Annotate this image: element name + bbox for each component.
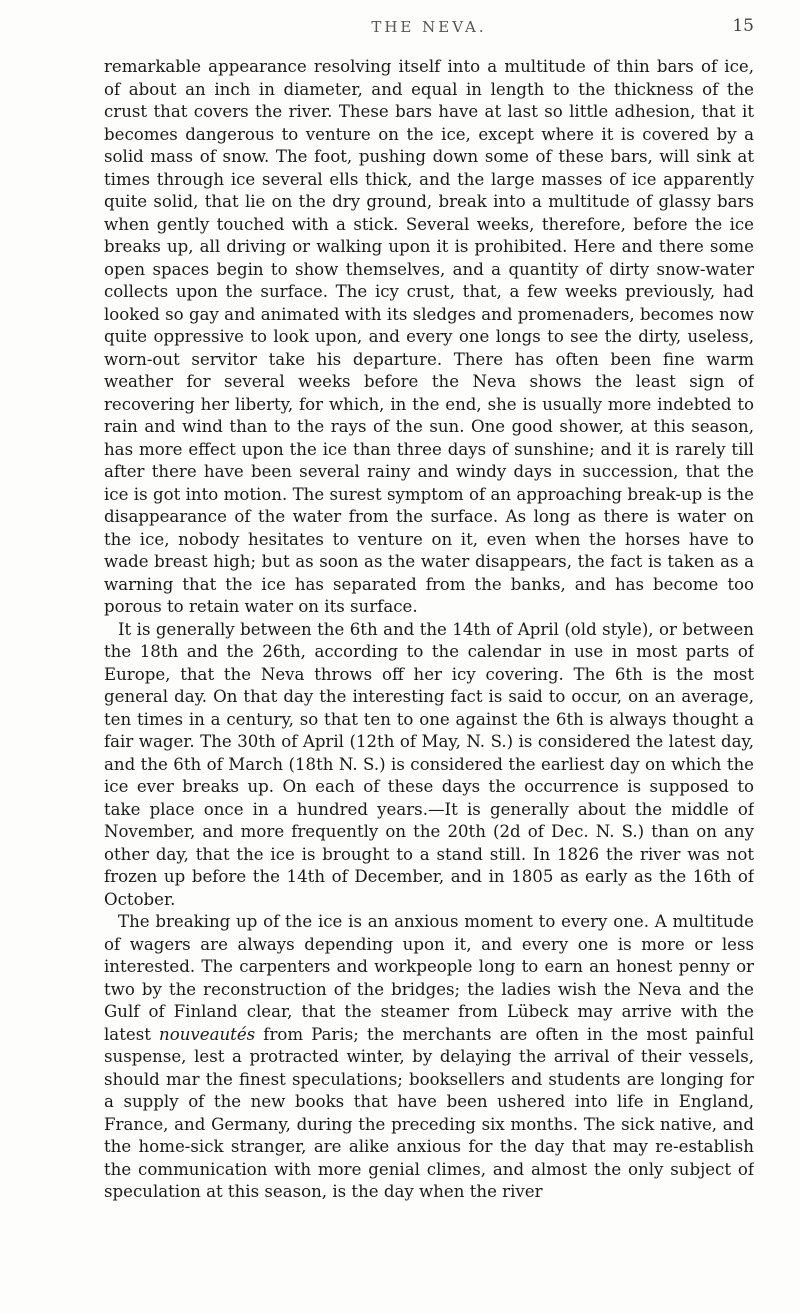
paragraph-1: [104, 56, 754, 619]
paragraph-text: It is generally between the 6th and the 14th of April (old style), or between the 18th and the 26th, according to the calendar in use in most parts of Europe, that the Neva throws off her icy covering. The 6th is the most general day. On that day the interesting fact is said to occur, on an average, ten times in a century, so that ten to one against the 6th is always thought a fair wager. The 30th of April (12th of May, N. S.) is considered the latest day, and the 6th of March (18th N. S.) is considered the earliest day on which the ice ever breaks up. On each of these days the occurrence is supposed to take place once in a hundred years.—It is generally about the middle of November, and more frequently on the 20th (2d of Dec. N. S.) than on any other day, that the ice is brought to a stand still. In 1826 the river was not frozen up before the 14th of December, and in 1805 as early as the 16th of October.: [104, 619, 754, 909]
running-title: THE NEVA.: [371, 18, 487, 36]
paragraph-text: The breaking up of the ice is an anxious moment to every one. A multitude of wagers are always depending upon it, and every one is more or less interested. The carpenters and workpeople long to earn an honest penny or two by the reconstruction of the bridges; the ladies wish the Neva and the Gulf of Finland clear, that the steamer from Lübeck may arrive with the latest: [104, 912, 754, 1044]
page-number: 15: [732, 16, 754, 36]
paragraph-2: [104, 619, 754, 912]
running-head: [104, 10, 754, 44]
paragraph-text: remarkable appearance resolving itself into a multitude of thin bars of ice, of about an inch in diameter, and equal in length to the thickness of the crust that covers the river. These bars have at last so little adhesion, that it becomes dangerous to venture on the ice, except where it is covered by a solid mass of snow. The foot, pushing down some of these bars, will sink at times through ice several ells thick, and the large masses of ice apparently quite solid, that lie on the dry ground, break into a multitude of glassy bars when gently touched with a stick. Several weeks, therefore, before the ice breaks up, all driving or walking upon it is prohibited. Here and there some open spaces begin to show themselves, and a quantity of dirty snow-water collects upon the surface. The icy crust, that, a few weeks previously, had looked so gay and animated with its sledges and promenaders, becomes now quite oppressive to look upon, and every one longs to see the dirty, useless, worn-out servitor take his departure. There has often been fine warm weather for several weeks before the Neva shows the least sign of recovering her liberty, for which, in the end, she is usually more indebted to rain and wind than to the rays of the sun. One good shower, at this season, has more effect upon the ice than three days of sunshine; and it is rarely till after there have been several rainy and windy days in succession, that the ice is got into motion. The surest symptom of an approaching break-up is the disappearance of the water from the surface. As long as there is water on the ice, nobody hesitates to venture on it, even when the horses have to wade breast high; but as soon as the water disappears, the fact is taken as a warning that the ice has separated from the banks, and has become too porous to retain water on its surface.: [104, 57, 754, 616]
italic-term: nouveautés: [159, 1024, 256, 1044]
body-text: [104, 56, 754, 1306]
paragraph-text: from Paris; the merchants are often in the most painful suspense, lest a protracted winter, by delaying the arrival of their vessels, should mar the finest speculations; booksellers and students are longing for a supply of the new books that have been ushered into life in England, France, and Germany, during the preceding six months. The sick native, and the home-sick stranger, are alike anxious for the day that may re-establish the communication with more genial climes, and almost the only subject of speculation at this season, is the day when the river: [104, 1024, 754, 1201]
paragraph-3: [104, 911, 754, 1204]
